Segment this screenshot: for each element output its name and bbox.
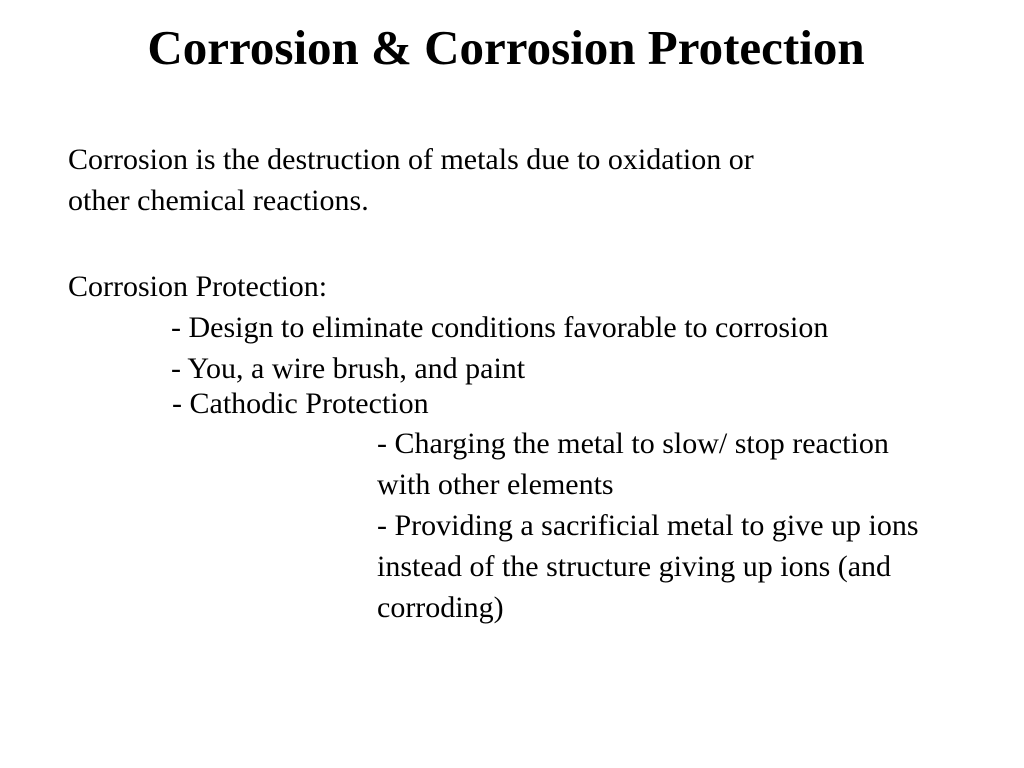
cathodic-sub-charging-line-1: - Charging the metal to slow/ stop reaction (377, 427, 889, 460)
protection-item-design: - Design to eliminate conditions favorable to corrosion (171, 311, 829, 344)
slide-title: Corrosion & Corrosion Protection (147, 20, 865, 75)
protection-item-wire-brush: - You, a wire brush, and paint (171, 352, 526, 385)
protection-heading: Corrosion Protection: (68, 270, 328, 303)
cathodic-sub-sacrificial-line-2: instead of the structure giving up ions (and (377, 550, 892, 583)
definition-line-2: other chemical reactions. (68, 184, 369, 217)
cathodic-sub-sacrificial-line-1: - Providing a sacrificial metal to give up ions (377, 509, 919, 542)
definition-line-1: Corrosion is the destruction of metals due to oxidation or (68, 143, 754, 176)
cathodic-sub-charging-line-2: with other elements (377, 468, 614, 501)
protection-item-cathodic: - Cathodic Protection (172, 387, 429, 420)
cathodic-sub-sacrificial-line-3: corroding) (377, 591, 504, 624)
